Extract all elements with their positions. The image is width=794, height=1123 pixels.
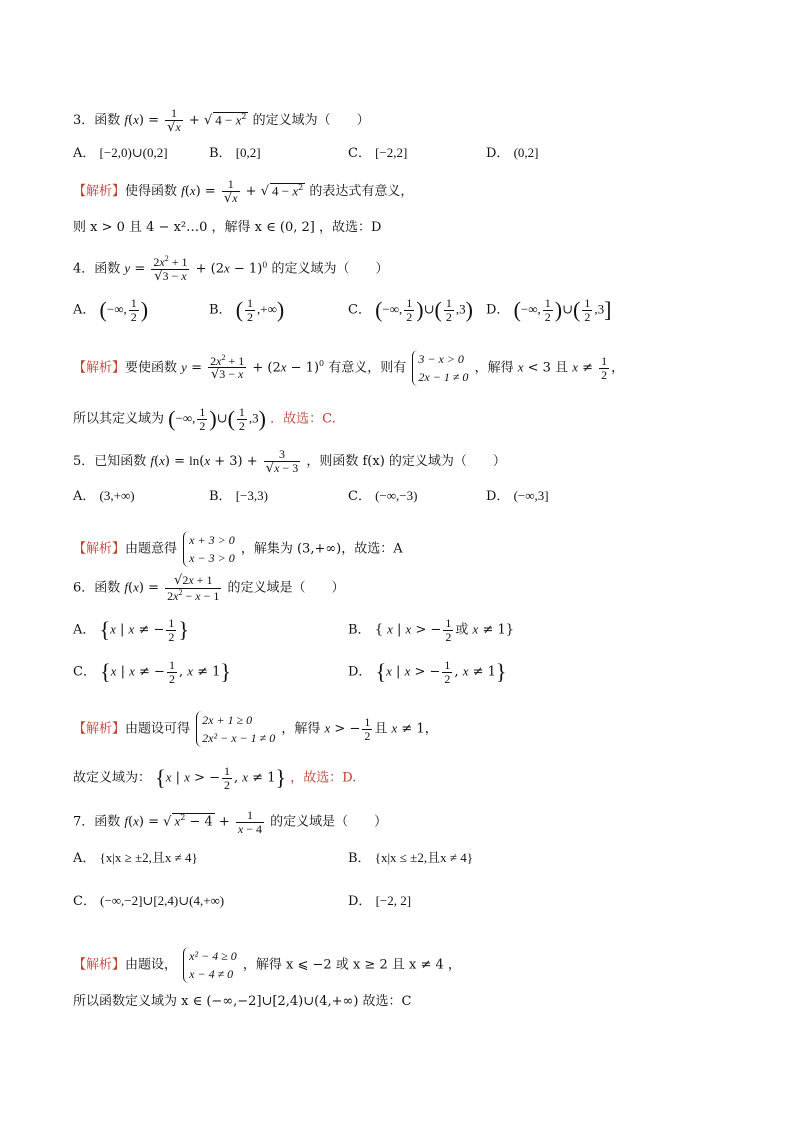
- q4-option-b[interactable]: B． ( $\frac{1}{2}$ ,+∞): [209, 296, 285, 324]
- q6-option-a[interactable]: A． {x | x ≠ − $\frac{1}{2}$ }: [73, 616, 189, 644]
- q3-option-a[interactable]: A． [−2,0)∪(0,2]: [73, 145, 168, 161]
- q3-analysis: 【解析】使得函数 f(x) = $\frac{1}{√x}$ + √ $4 - x^2$ 的表达式有意义，: [73, 177, 414, 206]
- q7-option-b[interactable]: B． {x|x ≤ ±2,且x ≠ 4}: [348, 850, 473, 866]
- q6-analysis-2: 故定义域为： {x | x > − $\frac{1}{2}$ , x ≠ 1} ，故选：D.: [73, 764, 357, 792]
- q6-analysis: 【解析】由题设可得 2x + 1 ≥ 0 2x² − x − 1 ≠ 0 ，解得 x > − $\frac{1}{2}$ 且 x ≠ 1，: [73, 713, 438, 745]
- q4-analysis-2: 所以其定义域为 (−∞, $\frac{1}{2}$ )∪( $\frac{1}{2}$ ,3) ．故选：C.: [73, 405, 336, 433]
- q5-option-c[interactable]: C． (−∞,−3): [348, 488, 418, 504]
- q5-option-a[interactable]: A． (3,+∞): [73, 488, 135, 504]
- q5-stem: 5．已知函数 f(x) = ln(x + 3) + $\frac{3}{√x - 3}$ ，则函数 f(x) 的定义域为（ ）: [73, 447, 506, 476]
- q5-option-d[interactable]: D． (−∞,3]: [486, 488, 549, 504]
- q5-option-b[interactable]: B． [−3,3): [209, 488, 268, 504]
- q7-analysis: 【解析】由题设， x² − 4 ≥ 0 x − 4 ≠ 0 ，解得 x ⩽ −2 或 x ≥ 2 且 x ≠ 4 ，: [73, 949, 461, 981]
- q3-analysis-2: 则 x > 0 且 4 − x²…0 ，解得 x ∈ (0, 2] ，故选：D: [73, 220, 382, 235]
- q3-option-d[interactable]: D． (0,2]: [486, 145, 539, 161]
- q6-option-b[interactable]: B． { x | x > − $\frac{1}{2}$ 或 x ≠ 1}: [348, 616, 515, 644]
- q7-analysis-2: 所以函数定义域为 x ∈ (−∞,−2]∪[2,4)∪(4,+∞) 故选：C: [73, 994, 412, 1009]
- q5-analysis: 【解析】由题意得 x + 3 > 0 x − 3 > 0 ，解集为 (3,+∞)，故选：A: [73, 533, 403, 565]
- q6-option-d[interactable]: D． {x | x > − $\frac{1}{2}$ , x ≠ 1}: [348, 658, 507, 686]
- q4-option-a[interactable]: A． (−∞, $\frac{1}{2}$ ): [73, 296, 149, 324]
- q3-option-b[interactable]: B． [0,2]: [209, 145, 261, 161]
- q4-option-c[interactable]: C． (−∞, $\frac{1}{2}$ )∪( $\frac{1}{2}$ ,3): [348, 296, 473, 324]
- q7-option-a[interactable]: A． {x|x ≥ ±2,且x ≠ 4}: [73, 850, 198, 866]
- q3-option-c[interactable]: C． [−2,2]: [348, 145, 408, 161]
- q6-option-c[interactable]: C． {x | x ≠ − $\frac{1}{2}$ , x ≠ 1}: [73, 658, 231, 686]
- q3-stem: 3．函数 f(x) = $\frac{1}{√x}$ + √ $4 - x^2$ 的定义域为（ ）: [73, 106, 370, 135]
- q4-analysis: 【解析】要使函数 y = $\frac{2x^2 + 1}{√3 - x}$ + $(2x - 1)^0$ 有意义，则有 3 − x > 0 2x − 1 ≠ 0 ，解得 x < 3 且 x ≠ $\frac{1}{2}$ ，: [73, 352, 625, 384]
- q7-option-c[interactable]: C． (−∞,−2]∪[2,4)∪(4,+∞): [73, 893, 225, 909]
- q7-option-d[interactable]: D． [−2, 2]: [348, 893, 412, 909]
- q6-stem: 6．函数 f(x) = $\frac{√2x + 1}{2x^2 - x - 1}$ 的定义域是（ ）: [73, 573, 345, 603]
- q7-stem: 7．函数 f(x) = √ $x^2 - 4$ + $\frac{1}{x - 4}$ 的定义域是（ ）: [73, 808, 388, 836]
- q4-option-d[interactable]: D． (−∞, $\frac{1}{2}$ )∪( $\frac{1}{2}$ ,3]: [486, 296, 612, 324]
- q4-stem: 4．函数 y = $\frac{2x^2 + 1}{√3 - x}$ + $(2x - 1)^0$ 的定义域为（ ）: [73, 254, 389, 284]
